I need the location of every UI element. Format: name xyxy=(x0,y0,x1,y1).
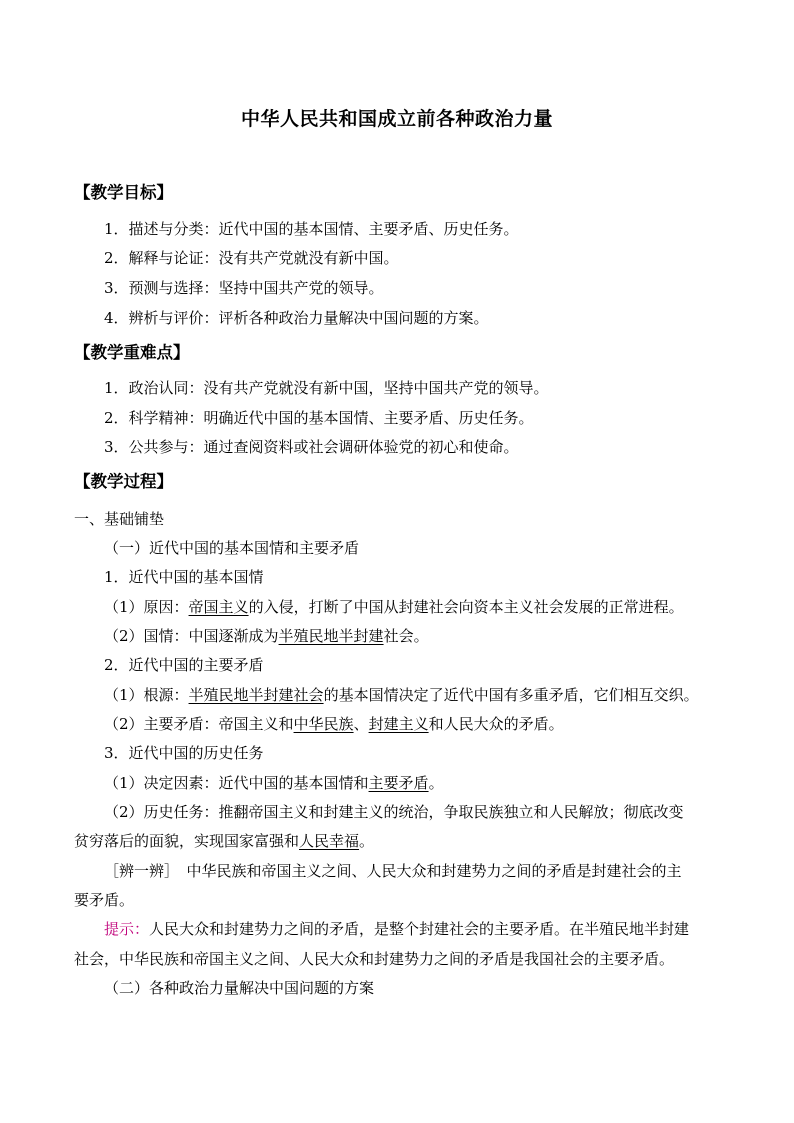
goal-item: 3．预测与选择：坚持中国共产党的领导。 xyxy=(104,279,384,297)
underlined-term: 人民幸福 xyxy=(299,832,360,850)
paragraph-line xyxy=(104,685,699,705)
text-span: （1）决定因素：近代中国的基本国情和 xyxy=(104,774,369,792)
paragraph-line xyxy=(74,831,374,851)
part-heading: 一、基础铺垫 xyxy=(74,510,165,528)
paragraph-line: （2）历史任务：推翻帝国主义和封建主义的统治，争取民族独立和人民解放；彻底改变 xyxy=(104,803,684,821)
keypoint-item: 3．公共参与：通过查阅资料或社会调研体验党的初心和使命。 xyxy=(104,438,519,456)
hint-line xyxy=(104,919,689,939)
underlined-term: 封建主义 xyxy=(368,715,429,733)
text-span: 、 xyxy=(353,715,369,733)
underlined-term: 半殖民地半封建 xyxy=(278,627,384,645)
text-span: 人民大众和封建势力之间的矛盾，是整个封建社会的主要矛盾。在半殖民地半封建 xyxy=(149,920,690,938)
hint-line: 社会，中华民族和帝国主义之间、人民大众和封建势力之间的矛盾是我国社会的主要矛盾。 xyxy=(74,950,675,968)
underlined-term: 帝国主义 xyxy=(188,598,249,616)
text-span: 和人民大众的矛盾。 xyxy=(428,715,564,733)
paragraph-line xyxy=(104,773,444,793)
text-span: 社会。 xyxy=(383,627,429,645)
underlined-term: 中华民族 xyxy=(293,715,354,733)
keypoint-item: 1．政治认同：没有共产党就没有新中国，坚持中国共产党的领导。 xyxy=(104,379,549,397)
text-span: （1）原因： xyxy=(104,598,189,616)
document-title: 中华人民共和国成立前各种政治力量 xyxy=(240,108,553,130)
subsection-heading: （二）各种政治力量解决中国问题的方案 xyxy=(104,979,375,997)
text-span: 。 xyxy=(359,832,375,850)
goals-heading: 【教学目标】 xyxy=(74,183,173,202)
point-heading: 1．近代中国的基本国情 xyxy=(104,568,264,586)
underlined-term: 半殖民地半封建社会 xyxy=(188,686,324,704)
text-span: 的入侵，打断了中国从封建社会向资本主义社会发展的正常进程。 xyxy=(248,598,684,616)
goal-item: 1．描述与分类：近代中国的基本国情、主要矛盾、历史任务。 xyxy=(104,220,519,238)
underlined-term: 主要矛盾 xyxy=(368,774,429,792)
hint-label: 提示： xyxy=(104,920,150,938)
keypoint-item: 2．科学精神：明确近代中国的基本国情、主要矛盾、历史任务。 xyxy=(104,409,534,427)
discern-line: ［辨一辨］ 中华民族和帝国主义之间、人民大众和封建势力之间的矛盾是封建社会的主 xyxy=(104,862,682,880)
text-span: 。 xyxy=(428,774,444,792)
point-heading: 3．近代中国的历史任务 xyxy=(104,744,264,762)
text-span: （2）国情：中国逐渐成为 xyxy=(104,627,279,645)
text-span: （1）根源： xyxy=(104,686,189,704)
goal-item: 4．辨析与评价：评析各种政治力量解决中国问题的方案。 xyxy=(104,309,489,327)
discern-line: 要矛盾。 xyxy=(74,891,135,909)
goal-item: 2．解释与论证：没有共产党就没有新中国。 xyxy=(104,249,399,267)
process-heading: 【教学过程】 xyxy=(74,472,173,491)
subsection-heading: （一）近代中国的基本国情和主要矛盾 xyxy=(104,539,360,557)
text-span: 贫穷落后的面貌，实现国家富强和 xyxy=(74,832,300,850)
point-heading: 2．近代中国的主要矛盾 xyxy=(104,656,264,674)
paragraph-line xyxy=(104,626,429,646)
text-span: （2）主要矛盾：帝国主义和 xyxy=(104,715,294,733)
keypoints-heading: 【教学重难点】 xyxy=(74,343,190,362)
text-span: 的基本国情决定了近代中国有多重矛盾，它们相互交织。 xyxy=(323,686,699,704)
paragraph-line xyxy=(104,597,684,617)
paragraph-line xyxy=(104,714,564,734)
